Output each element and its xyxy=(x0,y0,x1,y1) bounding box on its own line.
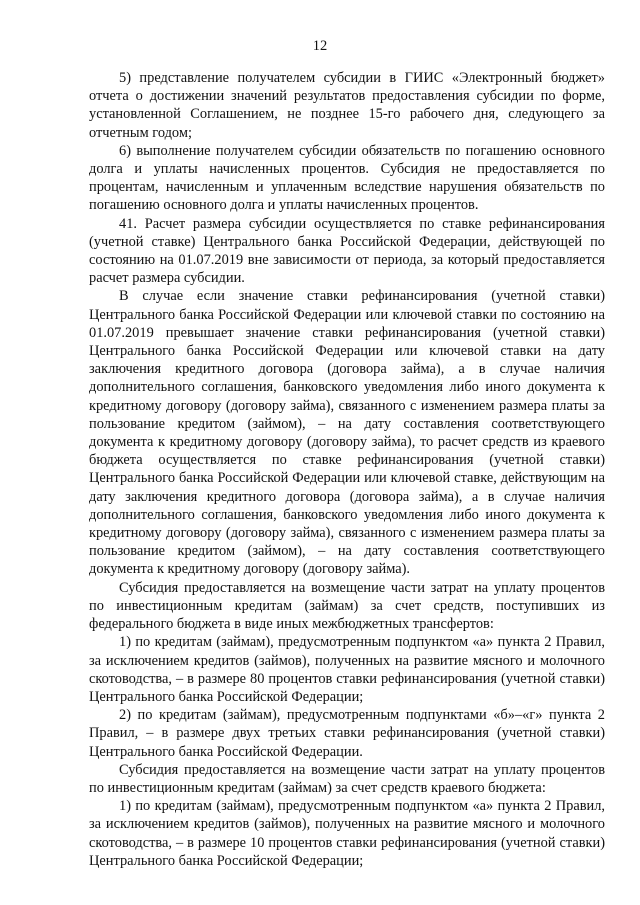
paragraph-item-5: 5) представление получателем субсидии в ГИИС «Электронный бюджет» отчета о достижении значений результатов предоставления субсидии по форме, установленной Соглашением, не позднее 15-го рабочего дня, следующего за отчетным годом; xyxy=(89,70,605,141)
paragraph-item-6: 6) выполнение получателем субсидии обязательств по погашению основного долга и уплаты начисленных процентов. Субсидия не предоставляется по процентам, начисленным и уплаченным вследствие нарушения обязательств по погашению основного долга и уплаты начисленных процентов. xyxy=(89,142,605,214)
paragraph-regional-intro: Субсидия предоставляется на возмещение части затрат на уплату процентов по инвестиционным кредитам (займам) за счет средств краевого бюджета: xyxy=(89,761,605,796)
paragraph-41: 41. Расчет размера субсидии осуществляется по ставке рефинансирования (учетной ставке) Центрального банка Российской Федерации, действующей по состоянию на 01.07.2019 вне зависимости от периода, за который предоставляется расчет размера субсидии. xyxy=(89,215,605,287)
paragraph-federal-item-2: 2) по кредитам (займам), предусмотренным подпунктами «б»–«г» пункта 2 Правил, – в размере двух третьих ставки рефинансирования (учетной ставки) Центрального банка Российской Федерации. xyxy=(89,707,605,760)
page-number: 12 xyxy=(312,38,328,54)
paragraph-regional-item-1: 1) по кредитам (займам), предусмотренным подпунктом «а» пункта 2 Правил, за исключением кредитов (займов), полученных на развитие мясного и молочного скотоводства, – в размере 10 процентов ставки рефинансирования (учетной ставки) Центрального банка Российской Федерации; xyxy=(89,798,605,869)
paragraph-federal-intro: Субсидия предоставляется на возмещение части затрат на уплату процентов по инвестиционным кредитам (займам) за счет средств, поступивших из федерального бюджета в виде иных межбюджетных трансфертов: xyxy=(89,579,605,633)
paragraph-federal-item-1: 1) по кредитам (займам), предусмотренным подпунктом «а» пункта 2 Правил, за исключением кредитов (займов), полученных на развитие мясного и молочного скотоводства, – в размере 80 процентов ставки рефинансирования (учетной ставки) Центрального банка Российской Федерации; xyxy=(89,634,605,705)
paragraph-rate-case: В случае если значение ставки рефинансирования (учетной ставки) Центрального банка Российской Федерации или ключевой ставки по состоянию на 01.07.2019 превышает значение ставки рефинансирования (учетной ставки) Центрального банка Российской Федерации или ключевой ставки на дату заключения кредитного договора (договора займа), а в случае наличия дополнительного соглашения, банковского уведомления либо иного документа к кредитному договору (договору займа), связанного с изменением размера платы за пользование кредитом (займом), – на дату составления соответствующего документа к кредитному договору (договору займа), то расчет средств из краевого бюджета осуществляется по ставке рефинансирования (учетной ставки) Центрального банка Российской Федерации или ключевой ставке, действующим на дату заключения кредитного договора (договора займа), а в случае наличия дополнительного соглашения, банковского уведомления либо иного документа к кредитному договору (договору займа), связанного с изменением размера платы за пользование кредитом (займом), – на дату составления соответствующего документа к кредитному договору (договору займа). xyxy=(89,288,605,578)
document-body xyxy=(89,69,605,870)
